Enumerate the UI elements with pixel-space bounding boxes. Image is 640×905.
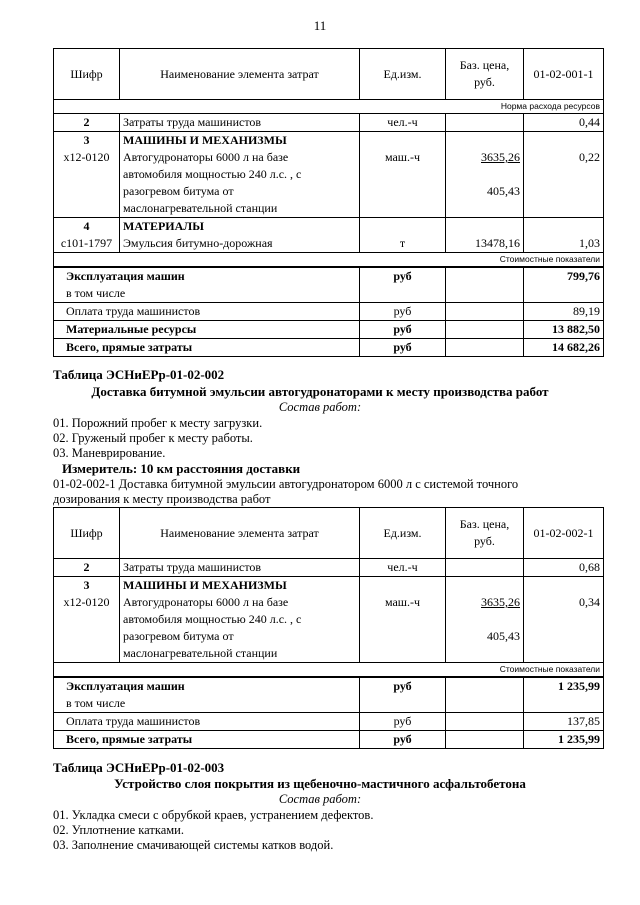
col-header-code: Шифр	[54, 49, 120, 100]
page-number: 11	[313, 18, 327, 33]
col-header-unit: Ед.изм.	[360, 49, 446, 100]
row-code: 3	[54, 132, 120, 150]
resource-note: Норма расхода ресурсов	[54, 100, 604, 114]
table-row: x12-0120 Автогудронаторы 6000 л на базе автомобиля мощностью 240 л.с. , с разогревом битума от маслонагревательной станции маш.-ч 3635,26 405,43 0,34	[54, 594, 604, 663]
row-name: Автогудронаторы 6000 л на базе автомобиля мощностью 240 л.с. , с разогревом битума от маслонагревательной станции	[120, 149, 360, 218]
table-row: 2 Затраты труда машинистов чел.-ч 0,68	[54, 559, 604, 577]
col-header-price: Баз. цена, руб.	[446, 49, 524, 100]
table-row	[54, 114, 604, 132]
row-value: 0,44	[524, 114, 604, 132]
row-value: 0,22	[524, 149, 604, 218]
col-header-code: Шифр	[54, 508, 120, 559]
row-value: 1,03	[524, 235, 604, 253]
resource-table-2	[53, 507, 604, 749]
col-header-norm-code: 01-02-002-1	[524, 508, 604, 559]
norm-description: 01-02-002-1 Доставка битумной эмульсии автогудронатором 6000 л с системой точного	[53, 477, 519, 491]
cost-row: Материальные ресурсы руб 13 882,50	[54, 321, 604, 339]
table-title-3: Таблица ЭСНиЕРр-01-02-003	[53, 760, 225, 775]
table-row: 3 МАШИНЫ И МЕХАНИЗМЫ	[54, 577, 604, 595]
row-code: c101-1797	[54, 235, 120, 253]
norm-description-cont: дозирования к месту производства работ	[53, 492, 271, 506]
resource-table-1	[53, 48, 604, 357]
section-heading-2: Доставка битумной эмульсии автогудронаторами к месту производства работ	[91, 384, 549, 399]
row-name: Затраты труда машинистов	[120, 114, 360, 132]
row-unit: т	[360, 235, 446, 253]
col-header-name: Наименование элемента затрат	[120, 508, 360, 559]
cost-row: Эксплуатация машин в том числе руб 799,76	[54, 267, 604, 303]
row-price: 13478,16	[446, 235, 524, 253]
works-label-3: Состав работ:	[278, 792, 362, 806]
table-title-2: Таблица ЭСНиЕРр-01-02-002	[53, 367, 225, 382]
col-header-norm-code: 01-02-001-1	[524, 49, 604, 100]
row-code: 4	[54, 218, 120, 236]
cost-row: Оплата труда машинистов руб 137,85	[54, 713, 604, 731]
col-header-unit: Ед.изм.	[360, 508, 446, 559]
row-price: 3635,26 405,43	[446, 149, 524, 218]
col-header-name: Наименование элемента затрат	[120, 49, 360, 100]
table-row	[54, 149, 604, 218]
table-row	[54, 132, 604, 150]
cost-row: Всего, прямые затраты руб 1 235,99	[54, 731, 604, 749]
cost-row: Эксплуатация машин в том числе руб 1 235,99	[54, 677, 604, 713]
section-heading-3: Устройство слоя покрытия из щебеночно-мастичного асфальтобетона	[114, 776, 526, 791]
row-code: 2	[54, 114, 120, 132]
cost-row: Всего, прямые затраты руб 14 682,26	[54, 339, 604, 357]
works-label-2: Состав работ:	[278, 400, 362, 414]
work-item: 02. Уплотнение катками.	[53, 823, 184, 837]
work-item: 03. Заполнение смачивающей системы катков водой.	[53, 838, 334, 852]
cost-row: Оплата труда машинистов руб 89,19	[54, 303, 604, 321]
row-category: МАТЕРИАЛЫ	[120, 218, 360, 236]
cost-note: Стоимостные показатели	[54, 253, 604, 268]
table-row	[54, 218, 604, 236]
cost-note: Стоимостные показатели	[54, 663, 604, 678]
meter-label: Измеритель: 10 км расстояния доставки	[62, 461, 301, 476]
table-row	[54, 235, 604, 253]
work-item: 01. Порожний пробег к месту загрузки.	[53, 416, 263, 430]
work-item: 02. Груженый пробег к месту работы.	[53, 431, 253, 445]
row-unit: чел.-ч	[360, 114, 446, 132]
row-category: МАШИНЫ И МЕХАНИЗМЫ	[120, 132, 360, 150]
work-item: 03. Маневрирование.	[53, 446, 166, 460]
col-header-price: Баз. цена, руб.	[446, 508, 524, 559]
row-code: x12-0120	[54, 149, 120, 218]
row-name: Эмульсия битумно-дорожная	[120, 235, 360, 253]
row-unit: маш.-ч	[360, 149, 446, 218]
work-item: 01. Укладка смеси с обрубкой краев, устранением дефектов.	[53, 808, 374, 822]
